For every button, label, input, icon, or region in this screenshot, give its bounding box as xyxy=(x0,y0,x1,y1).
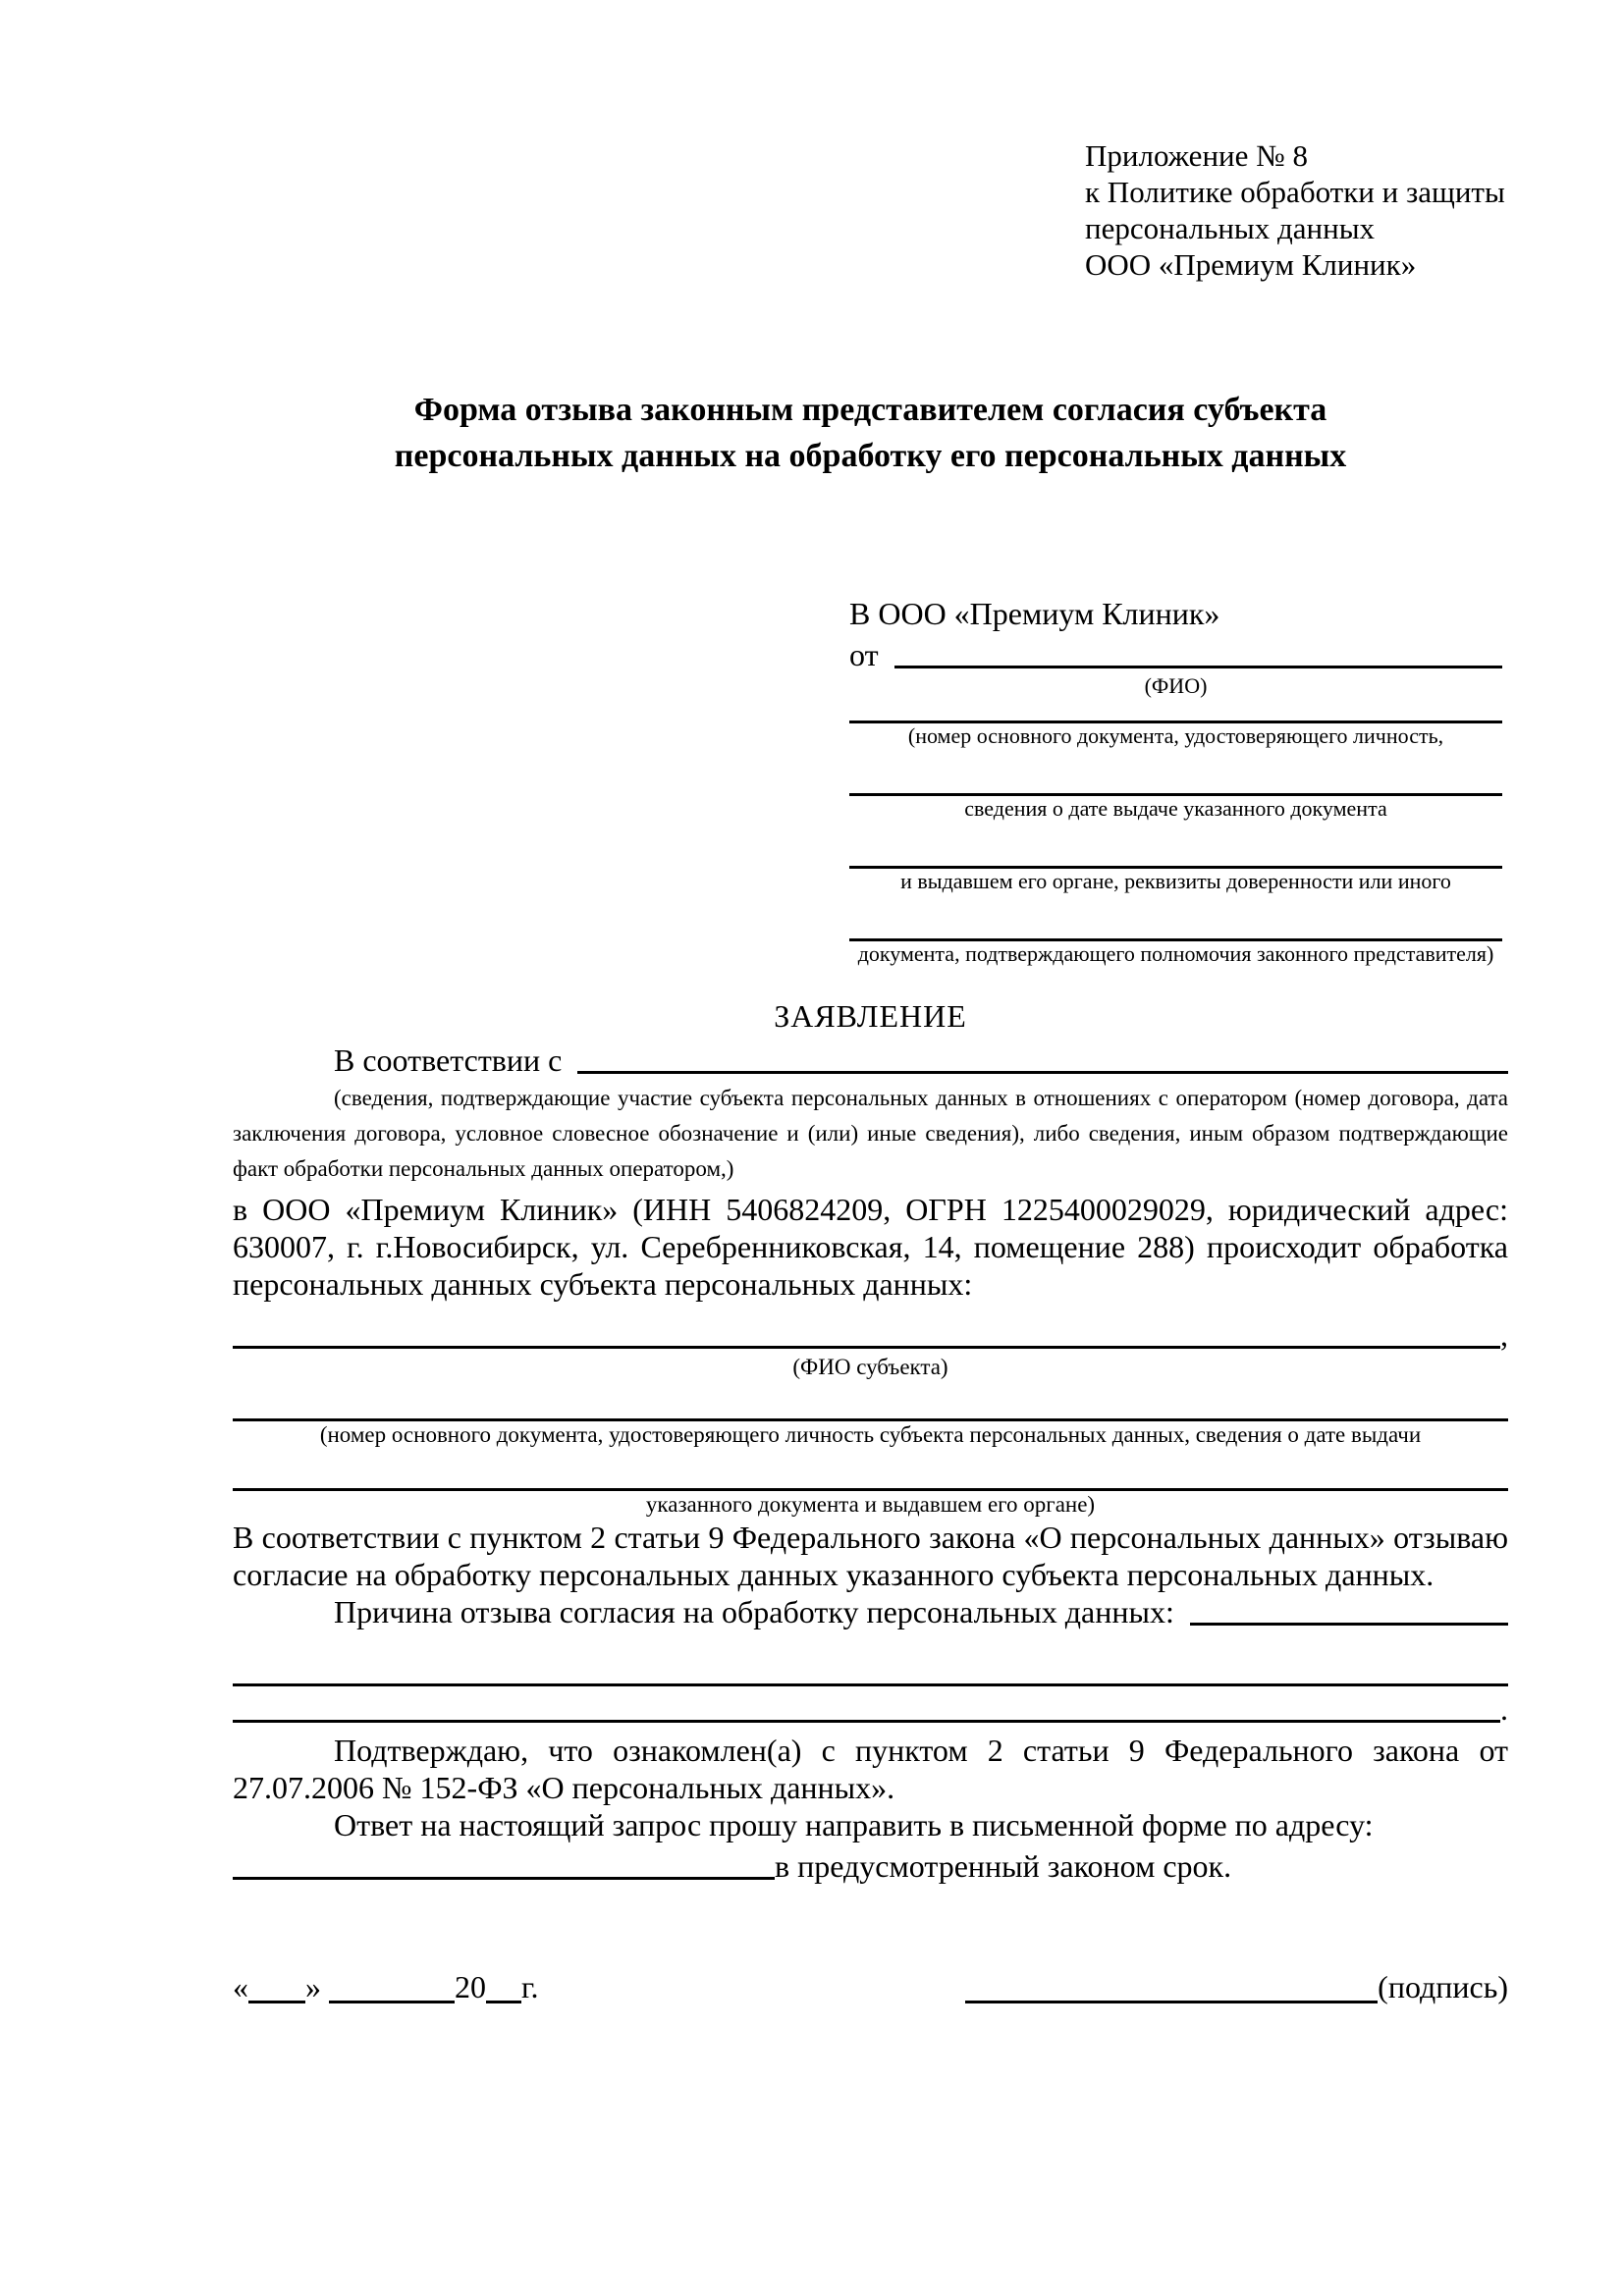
fio-label: (ФИО) xyxy=(1144,673,1208,698)
representative-authority-field-label: документа, подтверждающего полномочия законного представителя) xyxy=(857,941,1494,966)
subject-doc-field-line-2[interactable] xyxy=(233,1449,1508,1491)
reason-row xyxy=(233,1593,1508,1630)
reply-intro-paragraph: Ответ на настоящий запрос прошу направить в письменной форме по адресу: xyxy=(334,1807,1374,1842)
reply-address-row xyxy=(233,1843,1508,1885)
addressee-block xyxy=(849,593,1502,967)
signature-part xyxy=(965,1967,1508,2006)
statement-heading: ЗАЯВЛЕНИЕ xyxy=(774,998,967,1034)
from-label: от xyxy=(849,637,887,672)
reason-field-line[interactable] xyxy=(1190,1617,1508,1626)
document-title-line-2: персональных данных на обработку его персональных данных xyxy=(394,438,1347,474)
representative-authority-field-line[interactable] xyxy=(849,894,1502,941)
date-month-field-line[interactable] xyxy=(329,1997,455,2003)
subject-fio-row xyxy=(233,1312,1508,1354)
consent-note: (сведения, подтверждающие участие субъекта персональных данных в отношениях с оператором (номер договора, дата заключения договора, условное словесное обозначение и (или) иные сведения), либо сведения, иным образом подтверждающие факт обработки персональных данных оператором,) xyxy=(233,1086,1508,1181)
doc-authority-field-line[interactable] xyxy=(849,822,1502,869)
doc-issue-date-field-label: сведения о дате выдаче указанного документа xyxy=(964,796,1387,821)
date-year-field-line[interactable] xyxy=(486,1997,521,2003)
date-day-field-line[interactable] xyxy=(248,1997,305,2003)
confirm-paragraph: Подтверждаю, что ознакомлен(а) с пунктом 2 статьи 9 Федерального закона от 27.07.2006 № 152-ФЗ «О персональных данных». xyxy=(233,1733,1508,1805)
doc-issue-date-field-line[interactable] xyxy=(849,749,1502,796)
document-title xyxy=(233,387,1508,479)
footer-row xyxy=(233,1967,1508,2006)
accordance-row xyxy=(233,1038,1508,1079)
subject-fio-comma: , xyxy=(1500,1317,1508,1353)
doc-number-field-line[interactable] xyxy=(849,699,1502,723)
signature-label: (подпись) xyxy=(1378,1969,1508,2004)
reason-prefix: Причина отзыва согласия на обработку персональных данных: xyxy=(334,1594,1182,1629)
appendix-line-3: персональных данных xyxy=(1085,211,1376,245)
date-part xyxy=(233,1967,539,2006)
fio-field-line[interactable] xyxy=(894,660,1502,668)
date-year-suffix: г. xyxy=(521,1969,539,2004)
accordance-prefix: В соответствии с xyxy=(334,1042,570,1078)
subject-fio-field-line[interactable] xyxy=(233,1340,1500,1349)
subject-doc-label-2: указанного документа и выдавшем его органе) xyxy=(645,1492,1096,1517)
line-period: . xyxy=(1500,1691,1508,1727)
subject-doc-label-1: (номер основного документа, удостоверяющего личность субъекта персональных данных, сведения о дате выдачи xyxy=(319,1422,1422,1447)
accordance-field-line[interactable] xyxy=(577,1065,1508,1074)
reason-extra-field-line-2[interactable] xyxy=(233,1714,1500,1723)
doc-number-field-label: (номер основного документа, удостоверяющего личность, xyxy=(907,723,1444,748)
addressee-to: В ООО «Премиум Клиник» xyxy=(849,596,1220,631)
reason-extra-row-2 xyxy=(233,1686,1508,1728)
operator-paragraph: в ООО «Премиум Клиник» (ИНН 5406824209, ОГРН 1225400029029, юридический адрес: 630007, г. г.Новосибирск, ул. Серебренниковская, 14, помещение 288) происходит обработка персональных данных субъекта персональных данных: xyxy=(233,1192,1508,1302)
subject-fio-label: (ФИО субъекта) xyxy=(792,1355,948,1379)
date-year-prefix: 20 xyxy=(455,1969,486,2004)
withdrawal-paragraph: В соответствии с пунктом 2 статьи 9 Федерального закона «О персональных данных» отзываю согласие на обработку персональных данных указанного субъекта персональных данных. xyxy=(233,1520,1508,1592)
subject-doc-field-line-1[interactable] xyxy=(233,1381,1508,1421)
reason-extra-field-line-1[interactable] xyxy=(233,1648,1508,1686)
signature-field-line[interactable] xyxy=(965,1997,1378,2003)
addressee-from-row xyxy=(849,634,1502,673)
appendix-line-1: Приложение № 8 xyxy=(1085,138,1308,173)
appendix-block xyxy=(1085,137,1508,283)
reply-suffix: в предусмотренный законом срок. xyxy=(775,1848,1232,1884)
doc-authority-field-label: и выдавшем его органе, реквизиты доверенности или иного xyxy=(900,869,1451,893)
reply-address-field-line[interactable] xyxy=(233,1871,775,1880)
appendix-line-2: к Политике обработки и защиты xyxy=(1085,175,1505,209)
date-quote-close: » xyxy=(305,1969,321,2004)
date-quote-open: « xyxy=(233,1969,248,2004)
appendix-line-4: ООО «Премиум Клиник» xyxy=(1085,247,1417,282)
document-title-line-1: Форма отзыва законным представителем согласия субъекта xyxy=(413,392,1327,428)
